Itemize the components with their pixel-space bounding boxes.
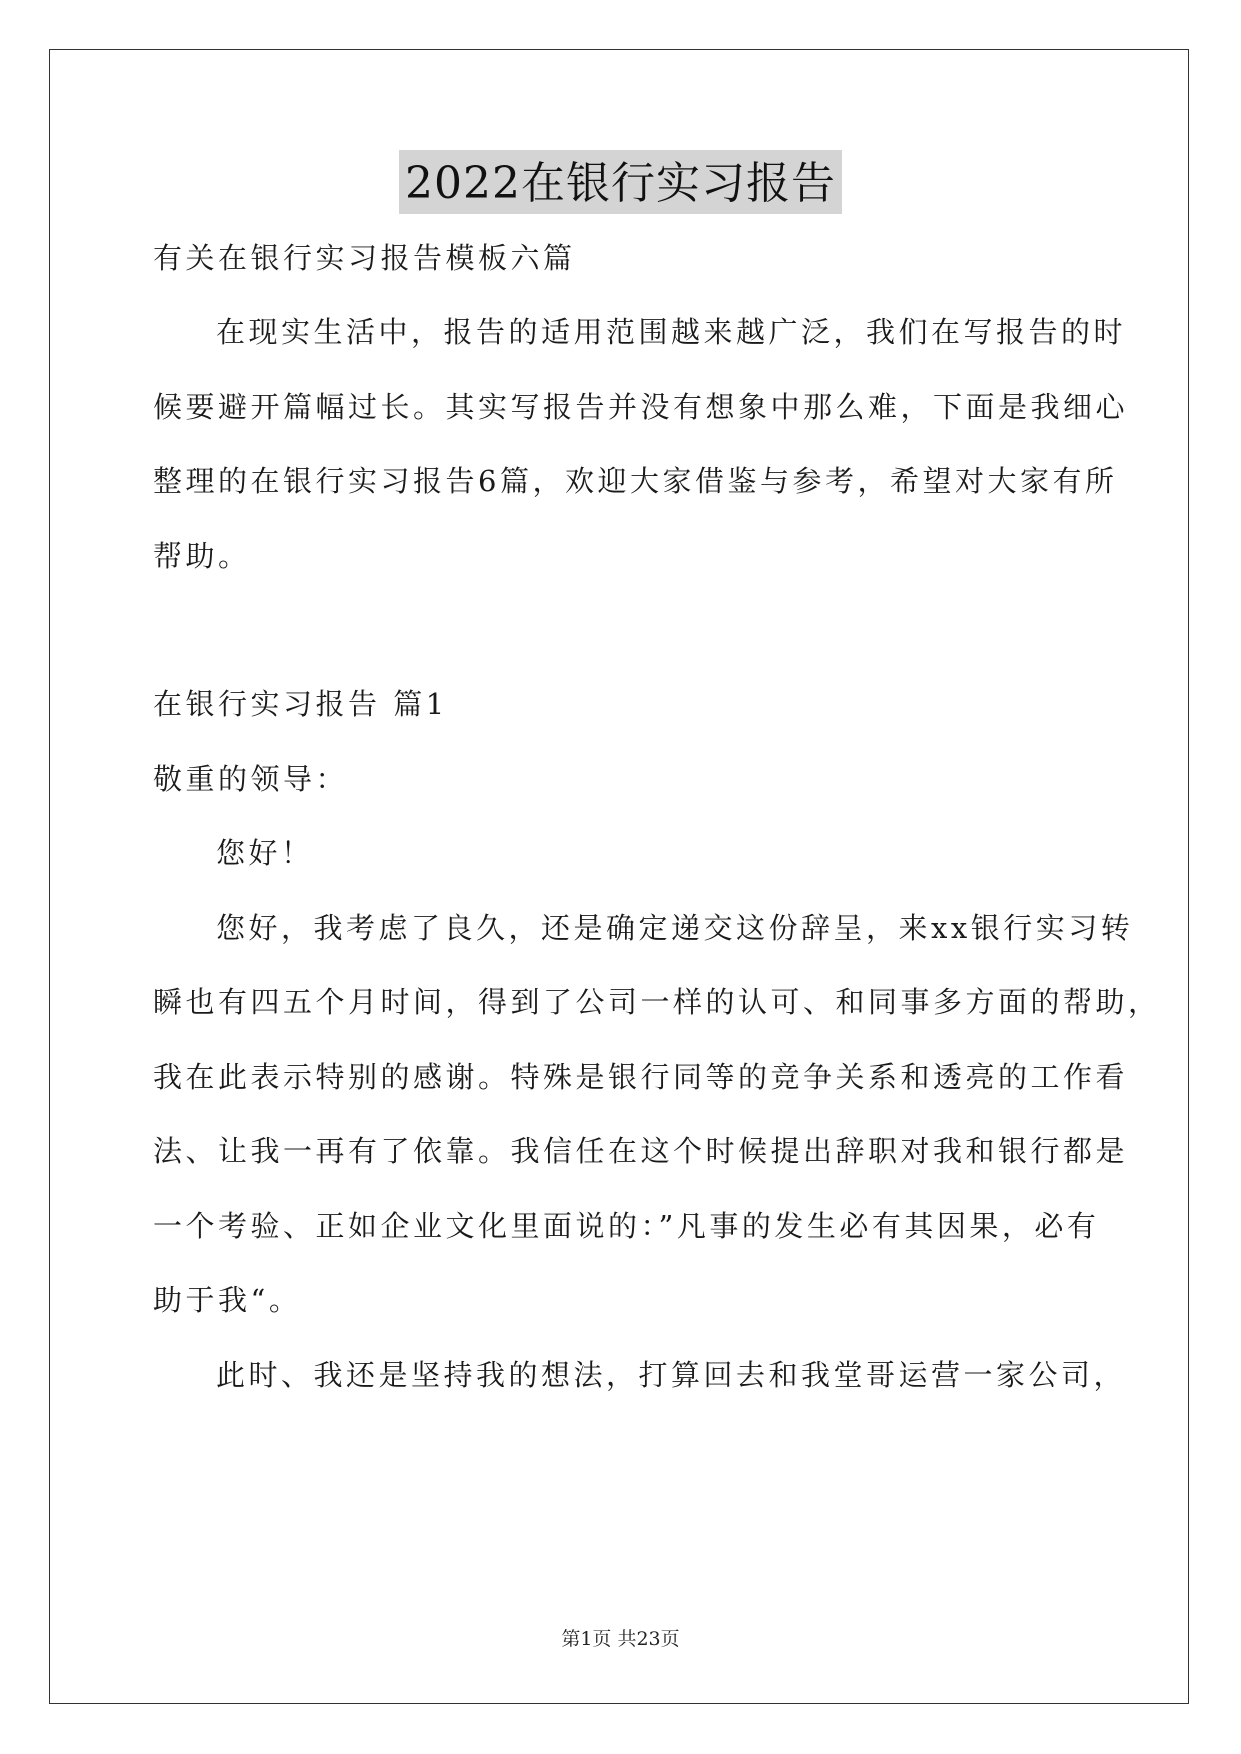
section-heading: 在银行实习报告 篇1 xyxy=(153,687,448,721)
paragraph-line: 在现实生活中，报告的适用范围越来越广泛，我们在写报告的时 xyxy=(216,315,1127,349)
paragraph-line: 瞬也有四五个月时间，得到了公司一样的认可、和同事多方面的帮助， xyxy=(153,985,1161,1019)
paragraph-line: 助于我“。 xyxy=(153,1283,302,1317)
paragraph-line: 整理的在银行实习报告6篇，欢迎大家借鉴与参考，希望对大家有所 xyxy=(153,464,1118,498)
paragraph-line: 我在此表示特别的感谢。特殊是银行同等的竞争关系和透亮的工作看 xyxy=(153,1060,1129,1094)
paragraph-line: 此时、我还是坚持我的想法，打算回去和我堂哥运营一家公司， xyxy=(216,1358,1127,1392)
paragraph-line: 帮助。 xyxy=(153,539,251,573)
title-container xyxy=(0,150,1241,214)
paragraph-line: 候要避开篇幅过长。其实写报告并没有想象中那么难，下面是我细心 xyxy=(153,390,1129,424)
document-subtitle: 有关在银行实习报告模板六篇 xyxy=(153,241,576,275)
page-border xyxy=(49,49,1189,1704)
paragraph-line: 一个考验、正如企业文化里面说的：”凡事的发生必有其因果，必有 xyxy=(153,1209,1100,1243)
greeting: 您好！ xyxy=(216,836,314,870)
paragraph-line: 您好，我考虑了良久，还是确定递交这份辞呈，来xx银行实习转 xyxy=(216,911,1134,945)
salutation: 敬重的领导： xyxy=(153,762,349,796)
paragraph-line: 法、让我一再有了依靠。我信任在这个时候提出辞职对我和银行都是 xyxy=(153,1134,1129,1168)
page-footer: 第1页 共23页 xyxy=(561,1628,680,1650)
document-title: 2022在银行实习报告 xyxy=(399,150,842,214)
